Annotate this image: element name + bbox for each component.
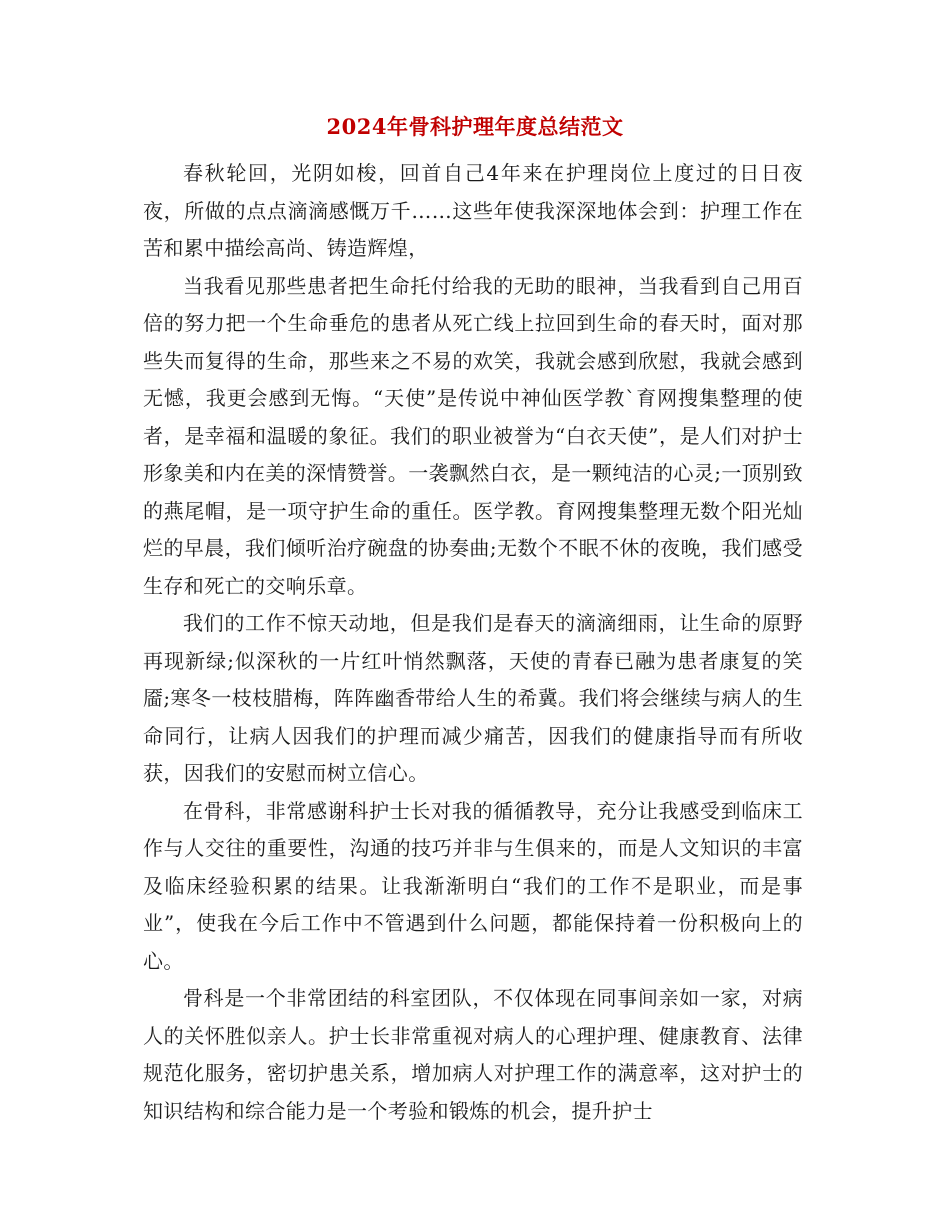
document-title: 2024年骨科护理年度总结范文: [326, 114, 624, 139]
paragraph-3: 我们的工作不惊天动地，但是我们是春天的滴滴细雨，让生命的原野再现新绿;似深秋的一片红叶悄然飘落，天使的青春已融为患者康复的笑靥;寒冬一枝枝腊梅，阵阵幽香带给人生的希冀。我们将会继续与病人的生命同行，让病人因我们的护理而减少痛苦，因我们的健康指导而有所收获，因我们的安慰而树立信心。: [143, 611, 803, 785]
paragraph-1: 春秋轮回，光阴如梭，回首自己4年来在护理岗位上度过的日日夜夜，所做的点点滴滴感慨万千……这些年使我深深地体会到：护理工作在苦和累中描绘高尚、铸造辉煌，: [143, 161, 803, 260]
paragraph-5: 骨科是一个非常团结的科室团队，不仅体现在同事间亲如一家，对病人的关怀胜似亲人。护士长非常重视对病人的心理护理、健康教育、法律规范化服务，密切护患关系，增加病人对护理工作的满意率，这对护士的知识结构和综合能力是一个考验和锻炼的机会，提升护士: [143, 986, 803, 1123]
document-body: [143, 155, 803, 1130]
paragraph-2: 当我看见那些患者把生命托付给我的无助的眼神，当我看到自己用百倍的努力把一个生命垂危的患者从死亡线上拉回到生命的春天时，面对那些失而复得的生命，那些来之不易的欢笑，我就会感到欣慰，我就会感到无憾，我更会感到无悔。“天使”是传说中神仙医学教`育网搜集整理的使者，是幸福和温暖的象征。我们的职业被誉为“白衣天使”，是人们对护士形象美和内在美的深情赞誉。一袭飘然白衣，是一颗纯洁的心灵;一顶别致的燕尾帽，是一项守护生命的重任。医学教。育网搜集整理无数个阳光灿烂的早晨，我们倾听治疗碗盘的协奏曲;无数个不眠不休的夜晚，我们感受生存和死亡的交响乐章。: [143, 273, 803, 598]
paragraph-4: 在骨科，非常感谢科护士长对我的循循教导，充分让我感受到临床工作与人交往的重要性，沟通的技巧并非与生俱来的，而是人文知识的丰富及临床经验积累的结果。让我渐渐明白“我们的工作不是职业，而是事业”，使我在今后工作中不管遇到什么问题，都能保持着一份积极向上的心。: [143, 798, 803, 973]
